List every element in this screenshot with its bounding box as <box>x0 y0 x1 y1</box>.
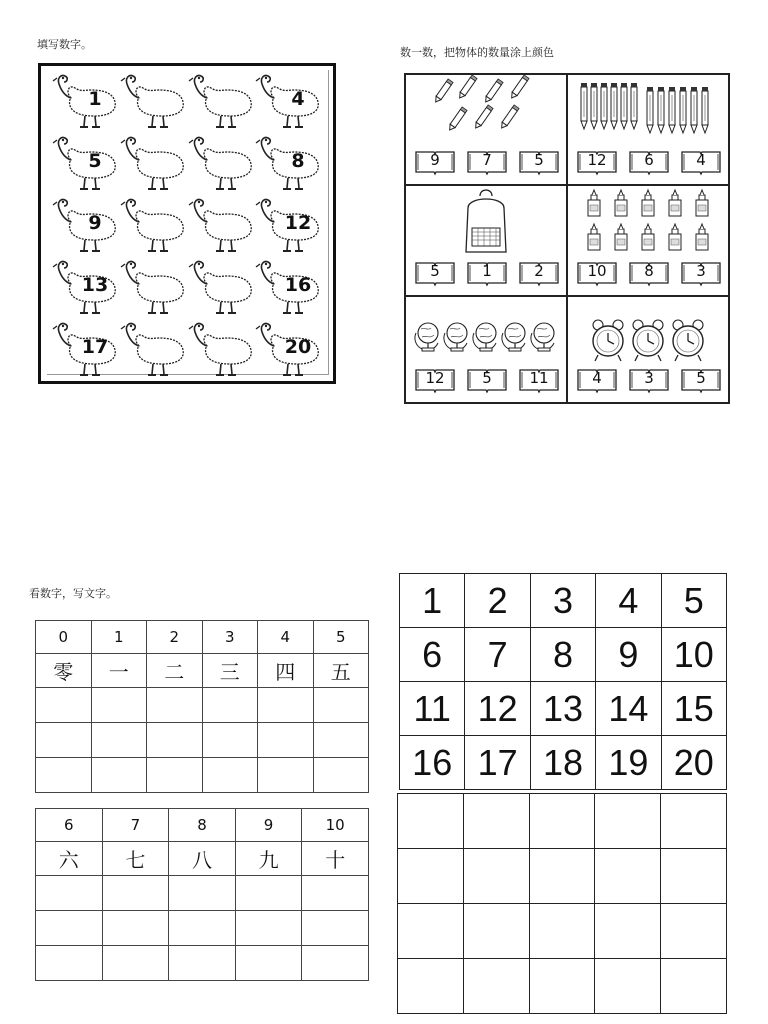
answer-book-option[interactable] <box>628 366 670 394</box>
bird-number-slot <box>254 256 322 318</box>
number-cell: 11 <box>400 682 465 736</box>
chinese-char-cell: 八 <box>169 842 236 876</box>
bird-icon <box>119 256 187 318</box>
chinese-char-cell: 二 <box>147 654 203 688</box>
bird-number: 9 <box>88 212 102 234</box>
counting-cell <box>567 74 729 185</box>
answer-book-option[interactable] <box>680 366 722 394</box>
answer-options <box>414 366 560 396</box>
number-row <box>400 574 727 628</box>
bird-number-slot[interactable] <box>119 132 187 194</box>
chinese-char-row <box>36 842 369 876</box>
counting-cell <box>567 296 729 403</box>
chinese-char-cell: 七 <box>102 842 169 876</box>
writing-row <box>36 723 369 758</box>
counting-worksheet <box>404 73 730 404</box>
bird-number-slot <box>51 70 119 132</box>
bird-number-slot <box>51 194 119 256</box>
blank-cell[interactable] <box>661 849 727 904</box>
writing-cell[interactable] <box>302 876 369 911</box>
blank-row <box>398 794 727 849</box>
number-cell: 2 <box>465 574 530 628</box>
bird-number-slot[interactable] <box>119 70 187 132</box>
writing-row <box>36 876 369 911</box>
chinese-char-cell: 三 <box>202 654 258 688</box>
answer-number: 3 <box>644 369 654 387</box>
answer-number: 7 <box>482 151 492 169</box>
answer-number: 10 <box>587 262 607 280</box>
number-cell: 6 <box>400 628 465 682</box>
bird-number-slot <box>254 132 322 194</box>
counting-objects <box>568 186 728 258</box>
number-cell: 5 <box>661 574 726 628</box>
writing-cell[interactable] <box>36 758 92 793</box>
glue-bottle-icon <box>568 186 728 258</box>
answer-number: 5 <box>696 369 706 387</box>
writing-cell[interactable] <box>102 946 169 981</box>
blank-cell[interactable] <box>463 904 529 959</box>
number-cell: 7 <box>465 628 530 682</box>
blank-row <box>398 849 727 904</box>
number-cell: 10 <box>661 628 726 682</box>
digit-cell: 5 <box>313 621 369 654</box>
bird-number-slot[interactable] <box>187 256 255 318</box>
writing-cell[interactable] <box>235 946 302 981</box>
blank-cell[interactable] <box>398 904 464 959</box>
writing-cell[interactable] <box>313 723 369 758</box>
answer-options <box>576 148 722 178</box>
digit-cell: 0 <box>36 621 92 654</box>
answer-number: 9 <box>430 151 440 169</box>
writing-cell[interactable] <box>202 758 258 793</box>
writing-cell[interactable] <box>302 946 369 981</box>
blank-cell[interactable] <box>595 794 661 849</box>
answer-number: 3 <box>696 262 706 280</box>
writing-cell[interactable] <box>313 688 369 723</box>
bird-number: 8 <box>291 150 305 172</box>
bird-number: 4 <box>291 88 305 110</box>
writing-cell[interactable] <box>169 911 236 946</box>
counting-objects <box>406 297 566 369</box>
number-cell: 19 <box>596 736 661 790</box>
number-cell: 18 <box>530 736 595 790</box>
digit-cell: 8 <box>169 809 236 842</box>
answer-options <box>576 259 722 289</box>
bird-number: 1 <box>88 88 102 110</box>
bird-icon <box>187 256 255 318</box>
answer-number: 4 <box>592 369 602 387</box>
blank-cell[interactable] <box>595 959 661 1014</box>
blank-cell[interactable] <box>529 959 595 1014</box>
writing-cell[interactable] <box>36 688 92 723</box>
digit-row <box>36 621 369 654</box>
writing-cell[interactable] <box>202 723 258 758</box>
answer-number: 6 <box>644 151 654 169</box>
number-cell: 17 <box>465 736 530 790</box>
answer-number: 5 <box>534 151 544 169</box>
blank-writing-grid <box>397 793 727 1014</box>
answer-number: 4 <box>696 151 706 169</box>
answer-book-option[interactable] <box>518 259 560 287</box>
bird-number-slot <box>51 318 119 380</box>
writing-row <box>36 946 369 981</box>
digit-cell: 2 <box>147 621 203 654</box>
blank-cell[interactable] <box>463 849 529 904</box>
counting-objects <box>406 186 566 258</box>
writing-cell[interactable] <box>102 911 169 946</box>
answer-number: 2 <box>534 262 544 280</box>
answer-number: 8 <box>644 262 654 280</box>
blank-cell[interactable] <box>529 904 595 959</box>
blank-cell[interactable] <box>529 794 595 849</box>
bird-number: 17 <box>81 336 109 358</box>
fill-numbers-caption: 填写数字。 <box>37 38 92 51</box>
digit-cell: 3 <box>202 621 258 654</box>
writing-cell[interactable] <box>36 876 103 911</box>
bird-number-slot[interactable] <box>187 70 255 132</box>
bird-number-slot <box>51 256 119 318</box>
number-row <box>400 736 727 790</box>
chinese-char-row <box>36 654 369 688</box>
bird-icon <box>119 70 187 132</box>
writing-cell[interactable] <box>91 758 147 793</box>
answer-number: 12 <box>587 151 607 169</box>
writing-cell[interactable] <box>36 946 103 981</box>
number-grid-1-20 <box>399 573 727 790</box>
writing-cell[interactable] <box>302 911 369 946</box>
writing-cell[interactable] <box>258 688 314 723</box>
answer-book-option[interactable] <box>518 148 560 176</box>
counting-objects <box>406 75 566 147</box>
writing-cell[interactable] <box>102 876 169 911</box>
blank-cell[interactable] <box>398 794 464 849</box>
blank-cell[interactable] <box>398 959 464 1014</box>
chinese-numerals-table-1 <box>35 620 369 793</box>
bird-number-slot[interactable] <box>187 132 255 194</box>
writing-cell[interactable] <box>313 758 369 793</box>
digit-cell: 4 <box>258 621 314 654</box>
digit-row <box>36 809 369 842</box>
pen-icon <box>568 75 728 147</box>
chinese-char-cell: 十 <box>302 842 369 876</box>
bird-icon <box>187 132 255 194</box>
number-cell: 15 <box>661 682 726 736</box>
bird-icon <box>119 318 187 380</box>
blank-row <box>398 959 727 1014</box>
answer-book-option[interactable] <box>628 259 670 287</box>
answer-book-option[interactable] <box>466 366 508 394</box>
answer-book-option[interactable] <box>414 366 456 394</box>
writing-cell[interactable] <box>258 723 314 758</box>
writing-cell[interactable] <box>169 876 236 911</box>
blank-cell[interactable] <box>661 959 727 1014</box>
bird-number-slot <box>254 318 322 380</box>
bird-number: 5 <box>88 150 102 172</box>
writing-cell[interactable] <box>235 876 302 911</box>
answer-book-option[interactable] <box>576 148 618 176</box>
blank-cell[interactable] <box>661 794 727 849</box>
answer-book-option[interactable] <box>680 259 722 287</box>
bird-number-slot[interactable] <box>187 318 255 380</box>
number-cell: 16 <box>400 736 465 790</box>
bird-icon <box>187 194 255 256</box>
answer-book-option[interactable] <box>628 148 670 176</box>
writing-cell[interactable] <box>36 723 92 758</box>
writing-cell[interactable] <box>147 688 203 723</box>
number-cell: 20 <box>661 736 726 790</box>
counting-cell <box>405 296 567 403</box>
answer-options <box>576 366 722 396</box>
answer-number: 12 <box>425 369 445 387</box>
blank-cell[interactable] <box>398 849 464 904</box>
answer-book-option[interactable] <box>518 366 560 394</box>
writing-row <box>36 911 369 946</box>
bird-icon <box>119 132 187 194</box>
bird-number-slot[interactable] <box>187 194 255 256</box>
chinese-char-cell: 六 <box>36 842 103 876</box>
bird-number: 12 <box>284 212 312 234</box>
writing-cell[interactable] <box>91 688 147 723</box>
number-row <box>400 628 727 682</box>
bird-number-slot <box>254 70 322 132</box>
backpack-icon <box>406 186 566 258</box>
digit-cell: 10 <box>302 809 369 842</box>
bird-number: 16 <box>284 274 312 296</box>
chinese-char-cell: 五 <box>313 654 369 688</box>
answer-book-option[interactable] <box>576 259 618 287</box>
number-cell: 4 <box>596 574 661 628</box>
blank-cell[interactable] <box>595 849 661 904</box>
answer-number: 5 <box>482 369 492 387</box>
answer-book-option[interactable] <box>680 148 722 176</box>
bird-number-slot <box>254 194 322 256</box>
blank-cell[interactable] <box>595 904 661 959</box>
writing-cell[interactable] <box>235 911 302 946</box>
bird-number-slot[interactable] <box>119 194 187 256</box>
counting-objects <box>568 75 728 147</box>
bird-icon <box>187 318 255 380</box>
answer-options <box>414 259 560 289</box>
answer-book-option[interactable] <box>466 259 508 287</box>
blank-cell[interactable] <box>463 794 529 849</box>
writing-cell[interactable] <box>147 758 203 793</box>
alarm-clock-icon <box>568 297 728 369</box>
chinese-char-cell: 四 <box>258 654 314 688</box>
chinese-numerals-table-2 <box>35 808 369 981</box>
blank-row <box>398 904 727 959</box>
answer-number: 1 <box>482 262 492 280</box>
writing-row <box>36 688 369 723</box>
answer-book-option[interactable] <box>414 148 456 176</box>
bird-number: 20 <box>284 336 312 358</box>
blank-cell[interactable] <box>463 959 529 1014</box>
see-write-caption: 看数字，写文字。 <box>29 587 117 600</box>
count-color-caption: 数一数，把物体的数量涂上颜色 <box>400 46 554 59</box>
number-cell: 8 <box>530 628 595 682</box>
writing-cell[interactable] <box>147 723 203 758</box>
writing-cell[interactable] <box>169 946 236 981</box>
number-cell: 12 <box>465 682 530 736</box>
writing-cell[interactable] <box>202 688 258 723</box>
bird-number: 13 <box>81 274 109 296</box>
pencil-icon <box>406 75 566 147</box>
answer-book-option[interactable] <box>576 366 618 394</box>
number-cell: 14 <box>596 682 661 736</box>
bird-icon <box>187 70 255 132</box>
number-cell: 3 <box>530 574 595 628</box>
digit-cell: 1 <box>91 621 147 654</box>
digit-cell: 9 <box>235 809 302 842</box>
number-cell: 13 <box>530 682 595 736</box>
writing-cell[interactable] <box>258 758 314 793</box>
counting-cell <box>405 185 567 296</box>
counting-objects <box>568 297 728 369</box>
bird-icon <box>119 194 187 256</box>
answer-number: 11 <box>529 369 549 387</box>
number-row <box>400 682 727 736</box>
counting-cell <box>405 74 567 185</box>
blank-cell[interactable] <box>661 904 727 959</box>
counting-cell <box>567 185 729 296</box>
answer-options <box>414 148 560 178</box>
bird-number-slot[interactable] <box>119 318 187 380</box>
writing-cell[interactable] <box>36 911 103 946</box>
digit-cell: 7 <box>102 809 169 842</box>
bird-number-slot <box>51 132 119 194</box>
chinese-char-cell: 零 <box>36 654 92 688</box>
chinese-char-cell: 一 <box>91 654 147 688</box>
globe-icon <box>406 297 566 369</box>
number-cell: 1 <box>400 574 465 628</box>
number-cell: 9 <box>596 628 661 682</box>
writing-row <box>36 758 369 793</box>
chinese-char-cell: 九 <box>235 842 302 876</box>
digit-cell: 6 <box>36 809 103 842</box>
writing-cell[interactable] <box>91 723 147 758</box>
answer-book-option[interactable] <box>466 148 508 176</box>
answer-book-option[interactable] <box>414 259 456 287</box>
answer-number: 5 <box>430 262 440 280</box>
blank-cell[interactable] <box>529 849 595 904</box>
bird-number-worksheet <box>38 63 336 384</box>
bird-number-slot[interactable] <box>119 256 187 318</box>
